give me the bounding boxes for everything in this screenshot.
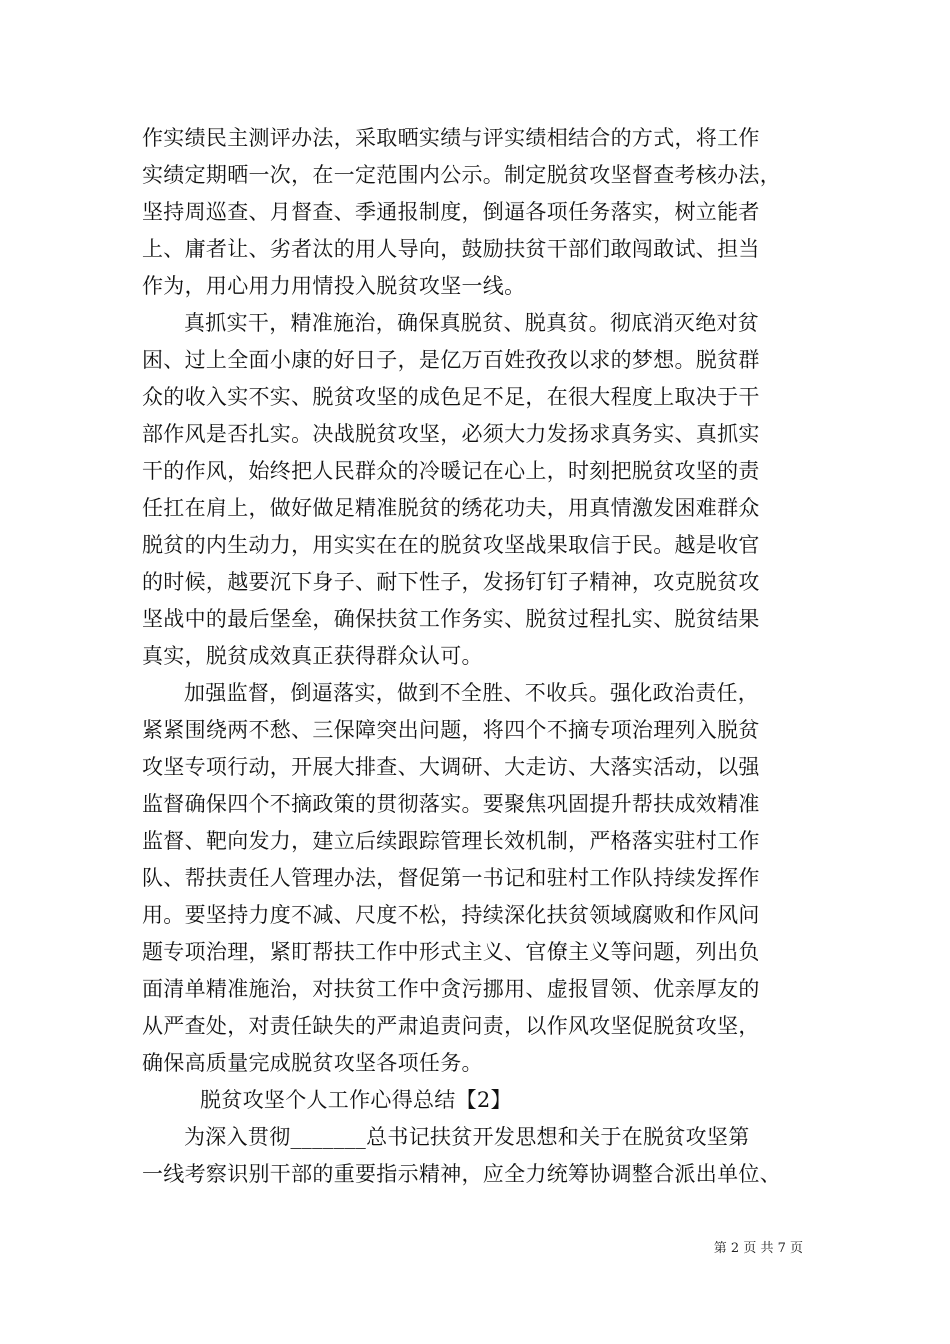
section-heading: 脱贫攻坚个人工作心得总结【2】 bbox=[200, 1088, 512, 1112]
text-line: 作实绩民主测评办法，采取晒实绩与评实绩相结合的方式，将工作 bbox=[142, 126, 760, 150]
text-line: 一线考察识别干部的重要指示精神，应全力统筹协调整合派出单位、 bbox=[142, 1162, 781, 1186]
text-line: 的时候，越要沉下身子、耐下性子，发扬钉钉子精神，攻克脱贫攻 bbox=[142, 570, 760, 594]
text-line: 上、庸者让、劣者汰的用人导向，鼓励扶贫干部们敢闯敢试、担当 bbox=[142, 237, 760, 261]
text-line: 真实，脱贫成效真正获得群众认可。 bbox=[142, 644, 483, 668]
text-line: 坚战中的最后堡垒，确保扶贫工作务实、脱贫过程扎实、脱贫结果 bbox=[142, 607, 760, 631]
text-line: 任扛在肩上，做好做足精准脱贫的绣花功夫，用真情激发困难群众 bbox=[142, 496, 760, 520]
page-number-footer: 第 2 页 共 7 页 bbox=[713, 1241, 803, 1256]
text-line: 众的收入实不实、脱贫攻坚的成色足不足，在很大程度上取决于干 bbox=[142, 385, 760, 409]
paragraph-first-line: 真抓实干，精准施治，确保真脱贫、脱真贫。彻底消灭绝对贫 bbox=[184, 311, 760, 335]
paragraph-first-line: 为深入贯彻_______总书记扶贫开发思想和关于在脱贫攻坚第 bbox=[184, 1125, 750, 1149]
text-line: 面清单精准施治，对扶贫工作中贪污挪用、虚报冒领、优亲厚友的 bbox=[142, 977, 760, 1001]
text-line: 确保高质量完成脱贫攻坚各项任务。 bbox=[142, 1051, 483, 1075]
text-line: 脱贫的内生动力，用实实在在的脱贫攻坚战果取信于民。越是收官 bbox=[142, 533, 760, 557]
text-line: 用。要坚持力度不减、尺度不松，持续深化扶贫领域腐败和作风问 bbox=[142, 903, 760, 927]
text-line: 坚持周巡查、月督查、季通报制度，倒逼各项任务落实，树立能者 bbox=[142, 200, 760, 224]
text-line: 作为，用心用力用情投入脱贫攻坚一线。 bbox=[142, 274, 526, 298]
paragraph-first-line: 加强监督，倒逼落实，做到不全胜、不收兵。强化政治责任， bbox=[184, 681, 760, 705]
text-line: 实绩定期晒一次，在一定范围内公示。制定脱贫攻坚督查考核办法， bbox=[142, 163, 781, 187]
text-line: 困、过上全面小康的好日子，是亿万百姓孜孜以求的梦想。脱贫群 bbox=[142, 348, 760, 372]
text-line: 部作风是否扎实。决战脱贫攻坚，必须大力发扬求真务实、真抓实 bbox=[142, 422, 760, 446]
document-body bbox=[142, 120, 822, 1193]
text-line: 从严查处，对责任缺失的严肃追责问责，以作风攻坚促脱贫攻坚， bbox=[142, 1014, 760, 1038]
text-line: 监督、靶向发力，建立后续跟踪管理长效机制，严格落实驻村工作 bbox=[142, 829, 760, 853]
text-line: 攻坚专项行动，开展大排查、大调研、大走访、大落实活动，以强 bbox=[142, 755, 760, 779]
text-line: 题专项治理，紧盯帮扶工作中形式主义、官僚主义等问题，列出负 bbox=[142, 940, 760, 964]
text-line: 监督确保四个不摘政策的贯彻落实。要聚焦巩固提升帮扶成效精准 bbox=[142, 792, 760, 816]
text-line: 队、帮扶责任人管理办法，督促第一书记和驻村工作队持续发挥作 bbox=[142, 866, 760, 890]
text-line: 紧紧围绕两不愁、三保障突出问题，将四个不摘专项治理列入脱贫 bbox=[142, 718, 760, 742]
text-line: 干的作风，始终把人民群众的冷暖记在心上，时刻把脱贫攻坚的责 bbox=[142, 459, 760, 483]
